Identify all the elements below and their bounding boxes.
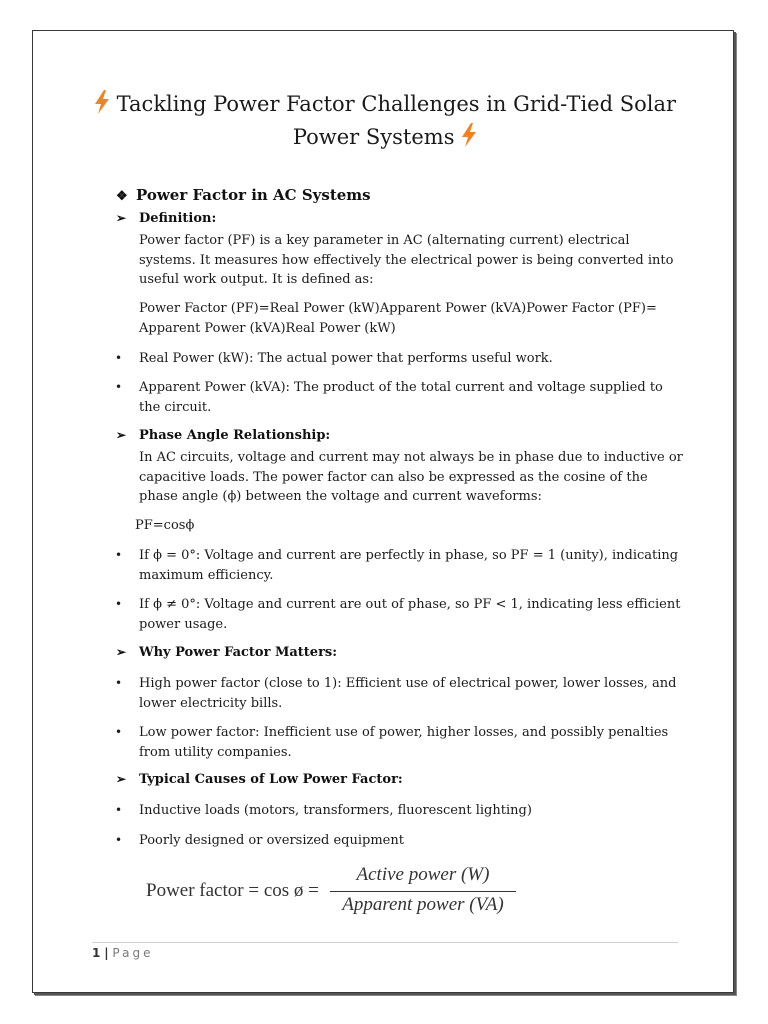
bullet-icon: •	[115, 597, 123, 611]
definition-text: Power factor (PF) is a key parameter in AC (alternating current) electrical systems. It measures how effectively the electrical power is being converted into useful work output. It is defined as:	[139, 233, 674, 287]
bullet-icon: •	[115, 725, 123, 739]
definition-heading-text: Definition:	[139, 211, 217, 226]
footer-divider	[92, 942, 678, 943]
bullet-icon: •	[115, 833, 123, 847]
bullet-icon: •	[115, 548, 123, 562]
title-line-1: Tackling Power Factor Challenges in Grid-Tied Solar	[116, 92, 677, 116]
phase-heading	[116, 428, 330, 443]
matters-heading	[116, 645, 337, 660]
arrow-marker-icon: ➢	[116, 211, 127, 225]
definition-formula: Power Factor (PF)=Real Power (kW)Apparent Power (kVA)Power Factor (PF)= Apparent Power (kVA)Real Power (kW)	[139, 301, 657, 336]
phase-heading-text: Phase Angle Relationship:	[139, 428, 331, 443]
lightning-bolt-icon	[461, 123, 477, 147]
arrow-marker-icon: ➢	[116, 428, 127, 442]
diamond-marker-icon: ❖	[116, 189, 128, 204]
causes-heading	[116, 772, 403, 787]
lightning-bolt-icon	[94, 90, 110, 114]
document-title	[80, 88, 690, 154]
formula-lhs: Power factor = cos ø =	[146, 880, 319, 901]
footer-separator: |	[104, 946, 109, 960]
arrow-marker-icon: ➢	[116, 645, 127, 659]
page-footer	[92, 946, 153, 960]
matters-heading-text: Why Power Factor Matters:	[139, 645, 338, 660]
bullet-icon: •	[115, 803, 123, 817]
phase-text: In AC circuits, voltage and current may not always be in phase due to inductive or capacitive loads. The power factor can also be expressed as the cosine of the phase angle (ϕ) between the voltage and current waveforms:	[139, 450, 683, 504]
bullet-icon: •	[115, 351, 123, 365]
definition-heading	[116, 211, 216, 226]
pf-cos-formula: PF=cosϕ	[135, 518, 195, 533]
section-heading	[116, 186, 371, 204]
formula-denominator: Apparent power (VA)	[342, 894, 504, 915]
page-label: Page	[112, 946, 154, 960]
bullet-icon: •	[115, 676, 123, 690]
section-heading-text: Power Factor in AC Systems	[136, 186, 371, 204]
formula-fraction	[330, 864, 516, 916]
bullet-icon: •	[115, 380, 123, 394]
formula-numerator: Active power (W)	[356, 864, 490, 885]
causes-heading-text: Typical Causes of Low Power Factor:	[139, 772, 403, 787]
title-line-2: Power Systems	[292, 125, 455, 149]
fraction-bar	[330, 891, 516, 892]
page-number: 1	[92, 946, 101, 960]
arrow-marker-icon: ➢	[116, 772, 127, 786]
